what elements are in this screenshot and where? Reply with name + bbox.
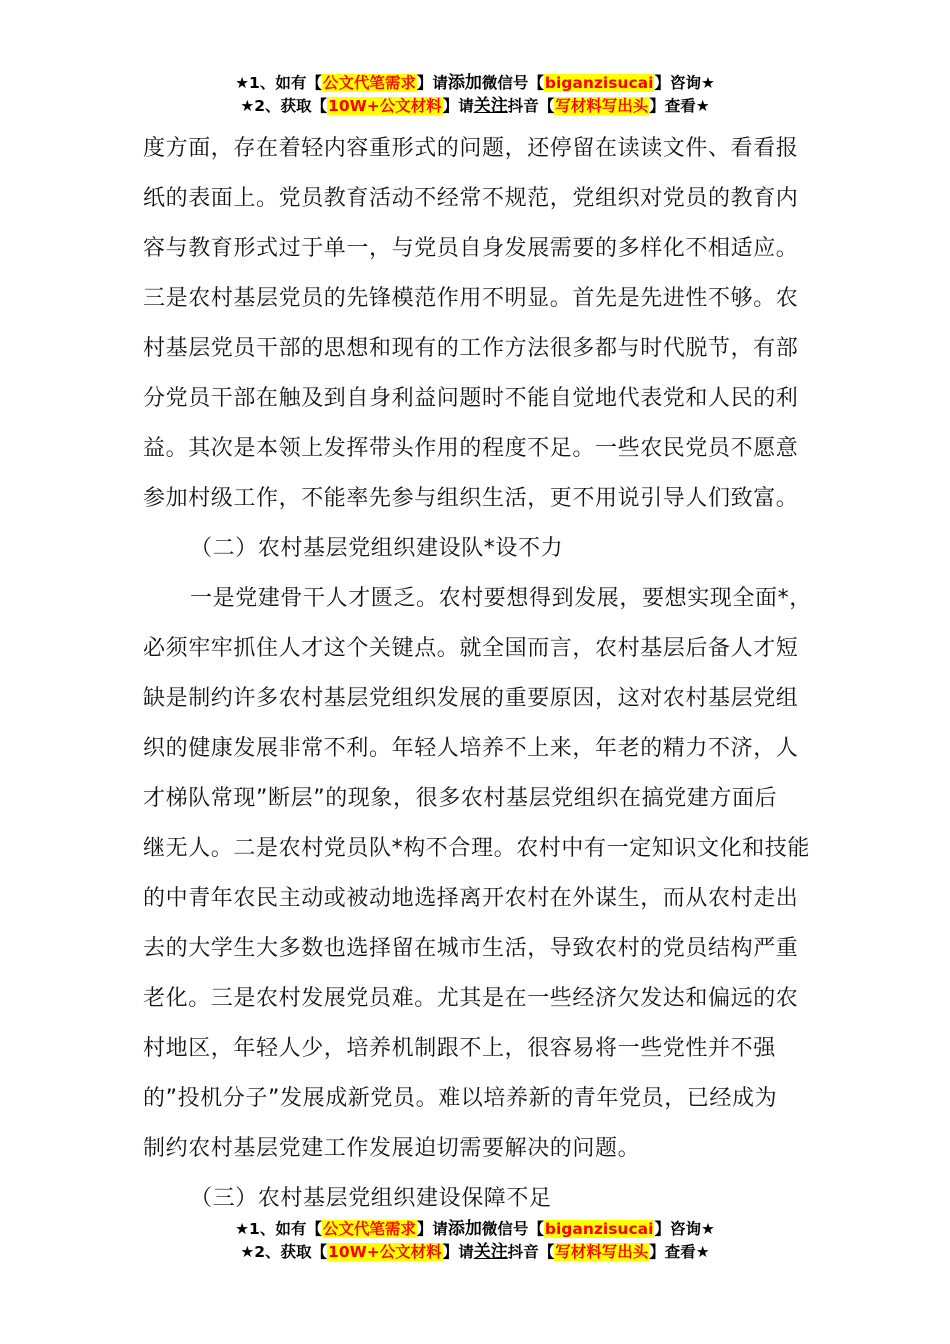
- promo-text: 】查看★: [649, 97, 710, 115]
- body-line: 继无人。二是农村党员队*构不合理。农村中有一定知识文化和技能: [143, 836, 811, 861]
- promo-text: 微信号【: [481, 1220, 544, 1238]
- section-heading: （三）农村基层党组织建设保障不足: [190, 1186, 552, 1211]
- body-line: 老化。三是农村发展党员难。尤其是在一些经济欠发达和偏远的农: [143, 986, 799, 1011]
- promo-text: 】请: [442, 97, 474, 115]
- promo-emphasis: 添加: [447, 73, 482, 93]
- promo-text: 抖音【: [507, 1243, 555, 1261]
- promo-text: 】咨询★: [654, 74, 715, 92]
- body-line: 度方面，存在着轻内容重形式的问题，还停留在读读文件、看看报: [143, 136, 799, 161]
- promo-text: ★1、如有【: [235, 1220, 322, 1238]
- document-body: [143, 124, 813, 1224]
- body-line: 容与教育形式过于单一，与党员自身发展需要的多样化不相适应。: [143, 236, 799, 261]
- promo-text: ★1、如有【: [235, 74, 322, 92]
- promo-text: 】咨询★: [654, 1220, 715, 1238]
- promo-text: ★2、获取【: [240, 1243, 328, 1261]
- promo-text: 】请: [416, 74, 448, 92]
- promo-line-1: [0, 72, 950, 95]
- promo-banner-bottom: [0, 1218, 950, 1264]
- promo-text: 】查看★: [649, 1243, 710, 1261]
- body-line: 才梯队常现”断层”的现象，很多农村基层党组织在搞党建方面后: [143, 786, 778, 811]
- body-line: 分党员干部在触及到自身利益问题时不能自觉地代表党和人民的利: [143, 386, 799, 411]
- promo-emphasis: 关注: [473, 96, 508, 116]
- promo-text: ★2、获取【: [240, 97, 328, 115]
- body-line: 去的大学生大多数也选择留在城市生活，导致农村的党员结构严重: [143, 936, 799, 961]
- promo-text: 】请: [416, 1220, 448, 1238]
- body-line: 村地区，年轻人少，培养机制跟不上，很容易将一些党性并不强: [143, 1036, 776, 1061]
- promo-highlight: 10W+公文材料: [328, 1243, 442, 1261]
- promo-text: 抖音【: [507, 97, 555, 115]
- section-heading: （二）农村基层党组织建设队*设不力: [190, 536, 564, 561]
- promo-line-1: [0, 1218, 950, 1241]
- promo-highlight-wechat: biganzisucai: [544, 1220, 654, 1238]
- body-line: 必须牢牢抓住人才这个关键点。就全国而言，农村基层后备人才短: [143, 636, 799, 661]
- body-line: 三是农村基层党员的先锋模范作用不明显。首先是先进性不够。农: [143, 286, 799, 311]
- promo-emphasis: 关注: [473, 1242, 508, 1262]
- promo-highlight: 公文代笔需求: [322, 74, 416, 92]
- promo-highlight: 公文代笔需求: [322, 1220, 416, 1238]
- promo-banner-top: [0, 72, 950, 118]
- body-line: 益。其次是本领上发挥带头作用的程度不足。一些农民党员不愿意: [143, 436, 799, 461]
- promo-text: 】请: [442, 1243, 474, 1261]
- body-line: 缺是制约许多农村基层党组织发展的重要原因，这对农村基层党组: [143, 686, 799, 711]
- body-line: 织的健康发展非常不利。年轻人培养不上来，年老的精力不济，人: [143, 736, 799, 761]
- body-line: 村基层党员干部的思想和现有的工作方法很多都与时代脱节，有部: [143, 336, 799, 361]
- body-line: 一是党建骨干人才匮乏。农村要想得到发展，要想实现全面*，: [190, 586, 812, 611]
- body-line: 制约农村基层党建工作发展迫切需要解决的问题。: [143, 1136, 641, 1161]
- promo-highlight: 10W+公文材料: [328, 97, 442, 115]
- body-line: 纸的表面上。党员教育活动不经常不规范，党组织对党员的教育内: [143, 186, 799, 211]
- promo-highlight-douyin: 写材料写出头: [555, 1243, 649, 1261]
- promo-highlight-wechat: biganzisucai: [544, 74, 654, 92]
- promo-line-2: [0, 1241, 950, 1264]
- promo-line-2: [0, 95, 950, 118]
- body-line: 的中青年农民主动或被动地选择离开农村在外谋生，而从农村走出: [143, 886, 799, 911]
- body-line: 的”投机分子”发展成新党员。难以培养新的青年党员，已经成为: [143, 1086, 778, 1111]
- promo-highlight-douyin: 写材料写出头: [555, 97, 649, 115]
- body-line: 参加村级工作，不能率先参与组织生活，更不用说引导人们致富。: [143, 486, 799, 511]
- promo-emphasis: 添加: [447, 1219, 482, 1239]
- promo-text: 微信号【: [481, 74, 544, 92]
